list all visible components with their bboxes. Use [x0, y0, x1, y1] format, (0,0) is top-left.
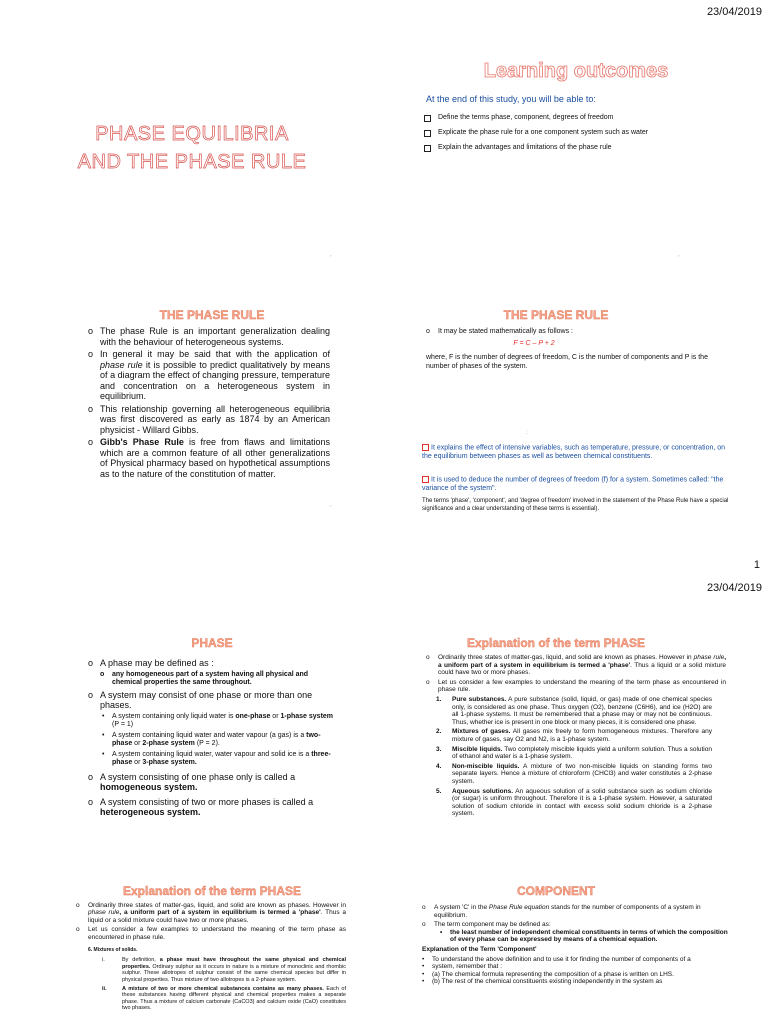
rule-degrees: It is used to deduce the number of degrees of freedom (f) for a system. Sometimes called: "the variance of the system". [422, 476, 724, 492]
explanation-title-2: Explanation of the term PHASE [122, 884, 302, 898]
list-item: • A system containing liquid water, water vapour and solid ice is a three-phase or 3-phase system. [102, 751, 334, 768]
list-item: 1. Pure substances. A pure substance (solid, liquid, or gas) made of one chemical species only, is considered as one phase. Thus oxygen (O2), benzene (C6H6), and ice (H2O) are all 1-phase systems. It must be remembered that a phase may or may not be continuous. Thus, whether ice is present in one block or many pieces, it is considered one phase. [436, 695, 712, 726]
slide-explanation-phase-2 [0, 880, 384, 1024]
slide-learning-outcomes: Learning outcomes At the end of this study, you will be able to: Define the terms phase, component, degrees of freedom Explicate the phase rule for a one component system such as water Explain the advantages and limitations of the phase rule , [384, 30, 768, 270]
terms-note: The terms 'phase', 'component', and 'degree of freedom' involved in the statement of the Phase Rule have a special significance and a clear understanding of these terms is essential). [422, 498, 729, 512]
phase-rule-list [88, 326, 330, 479]
list-item: o The term component may be defined as: [422, 921, 728, 929]
formula-intro: o It may be stated mathematically as follows : [426, 328, 726, 337]
list-item: • the least number of independent chemical constituents in terms of which the composition of every phase can be expressed by means of a chemical equation. [440, 929, 728, 944]
phase-rule-formula-title: THE PHASE RULE [503, 308, 609, 322]
formula: F = C – P + 2 [513, 340, 555, 347]
list-item: • A system containing only liquid water is one-phase or 1-phase system (P = 1) [102, 713, 334, 730]
list-item: o Ordinarily three states of matter-gas, liquid, and solid are known as phases. However in phase rule, a uniform part of a system in equilibrium is termed a 'phase'. Thus a liquid or a solid mixture could have two or more phases. [76, 902, 346, 924]
date-top: 23/04/2019 [706, 6, 762, 18]
phase-rule-title: THE PHASE RULE [159, 308, 265, 322]
list-item: o A system consisting of one phase only is called a homogeneous system. [88, 772, 334, 793]
list-item: o any homogeneous part of a system having all physical and chemical properties the same throughout. [100, 671, 334, 688]
outcome-item: Explicate the phase rule for a one component system such as water [424, 129, 744, 136]
component-title: COMPONENT [517, 884, 595, 898]
learning-outcomes-title: Learning outcomes [483, 60, 669, 82]
list-item: • (a) The chemical formula representing the composition of a phase is written on LHS. [422, 971, 728, 979]
explanation-title: Explanation of the term PHASE [466, 636, 646, 650]
learning-outcomes-intro: At the end of this study, you will be able to: [426, 94, 596, 104]
formula-where: where, F is the number of degrees of freedom, C is the number of components and P is the number of phases of the system. [426, 354, 708, 370]
list-item: o Gibb's Phase Rule is free from flaws and limitations which are a common feature of all other generalizations of Physical pharmacy based on hypothetical assumptions as to the nature of the constitution of matter. [88, 437, 330, 479]
main-title-line2: AND THE PHASE RULE [77, 151, 307, 173]
date-mid: 23/04/2019 [706, 582, 762, 594]
outcome-item: Explain the advantages and limitations of the phase rule [424, 144, 744, 151]
slide-phase-rule-intro: THE PHASE RULE o The phase Rule is an important generalization dealing with the behaviour of heterogeneous systems. o In general it may be said that with the application of phase rule it is possible to predict qualitatively by means of a diagram the effect of changing pressure, temperature and concentration on a heterogeneous system in equilibrium. o This relationship governing all heterogeneous equilibria was first discovered as early as 1874 by an American physicist - Willard Gibbs. o Gibb's Phase Rule is free from flaws and limitations which are a common feature of all other generalizations of Physical pharmacy based on hypothetical assumptions as to the nature of the constitution of matter. , [0, 300, 384, 530]
component-explanation-heading: Explanation of the Term 'Component' [422, 945, 537, 953]
mixtures-heading: 6. Mixtures of solids. [88, 947, 138, 954]
list-item: • To understand the above definition and to use it for finding the number of components of a [422, 956, 728, 964]
rule-effect: It explains the effect of intensive variables, such as temperature, pressure, or concentration, on the equilibrium between phases as well as between chemical constituents. [422, 444, 726, 460]
learning-outcomes-list [424, 114, 744, 159]
list-item: • A system containing liquid water and water vapour (a gas) is a two-phase or 2-phase system (P = 2). [102, 732, 334, 749]
list-item: 3. Miscible liquids. Two completely miscible liquids yield a uniform solution. Thus a solution of ethanol and water is a 1-phase system. [436, 745, 712, 761]
list-item: i. By definition, a phase must have throughout the same physical and chemical properties. Ordinary sulphur as it occurs in nature is a mixture of monoclinic and rhombic sulphur. These allotropes of sulphur consist of the same chemical species but differ in physical properties. Thus mixture of two allotropes is a 2-phase system. [102, 957, 346, 983]
slide-phase [0, 630, 384, 870]
list-item: o A system may consist of one phase or more than one phases. [88, 690, 334, 711]
list-item: o Let us consider a few examples to understand the meaning of the term phase as encountered in phase rule. [76, 926, 346, 941]
list-item: o Ordinarily three states of matter-gas, liquid, and solid are known as phases. However in phase rule, a uniform part of a system in equilibrium is termed a 'phase'. Thus a liquid or a solid mixture could have two or more phases. [426, 654, 726, 677]
slide-explanation-phase [384, 630, 768, 870]
page-number: 1 [753, 559, 760, 571]
list-item: 5. Aqueous solutions. An aqueous solution of a solid substance such as sodium chloride (or sugar) is uniform throughout. Therefore it is a 1-phase system. However, a saturated solution of sodium chloride in contact with excess solid sodium chloride is a 2-phase system. [436, 787, 712, 818]
outcome-item: Define the terms phase, component, degrees of freedom [424, 114, 744, 121]
slide-phase-rule-formula: THE PHASE RULE o It may be stated mathematically as follows : F = C – P + 2 where, F is the number of degrees of freedom, C is the number of components and P is the number of phases of the system. : It explains the effect of intensive variables, such as temperature, pressure, or concentration, on the equilibrium between phases as well as between chemical constituents. It is used to deduce the number of degrees of freedom (f) for a system. Sometimes called: "the variance of the system". The terms 'phase', 'component', and 'degree of freedom' involved in the statement of the Phase Rule have a special significance and a clear understanding of these terms is essential). [384, 300, 768, 530]
main-title-line1: PHASE EQUILIBRIA [95, 123, 289, 145]
list-item: 4. Non-miscible liquids. A mixture of two non-miscible liquids on standing forms two separate layers. Hence a mixture of chloroform (CHCl3) and water constitutes a 2-phase system. [436, 762, 712, 785]
slide-component [384, 880, 768, 1024]
list-item: • (b) The rest of the chemical constituents existing independently in the system as [422, 978, 728, 986]
list-item: ii. A mixture of two or more chemical substances contains as many phases. Each of these substances having different physical and chemical properties makes a separate phase. Thus a mixture of calcium carbonate (CaCO3) and calcium oxide (CaO) constitutes two phases. [102, 986, 346, 1012]
list-item: o A phase may be defined as : [88, 658, 334, 669]
list-item: • system, remember that : [422, 963, 728, 971]
list-item: o A system 'C' in the Phase Rule equation stands for the number of components of a system in equilibrium. [422, 904, 728, 919]
list-item: o A system consisting of two or more phases is called a heterogeneous system. [88, 797, 334, 818]
list-item: o Let us consider a few examples to understand the meaning of the term phase as encountered in phase rule. [426, 679, 726, 694]
list-item: o This relationship governing all heterogeneous equilibria was first discovered as early as 1874 by an American physicist - Willard Gibbs. [88, 404, 330, 436]
phase-title: PHASE [191, 636, 233, 650]
list-item: o In general it may be said that with the application of phase rule it is possible to predict qualitatively by means of a diagram the effect of changing pressure, temperature and concentration on a heterogeneous system in equilibrium. [88, 349, 330, 402]
list-item: o The phase Rule is an important generalization dealing with the behaviour of heterogeneous systems. [88, 326, 330, 347]
list-item: 2. Mixtures of gases. All gases mix freely to form homogeneous mixtures. Therefore any mixture of gases, say O2 and N2, is a 1-phase system. [436, 728, 712, 743]
slide-title: PHASE EQUILIBRIA AND THE PHASE RULE , [0, 30, 384, 270]
